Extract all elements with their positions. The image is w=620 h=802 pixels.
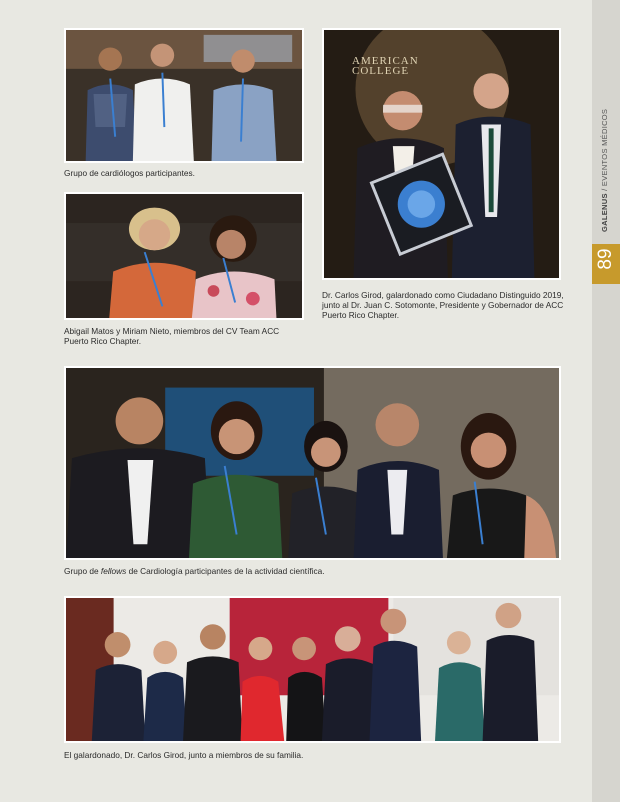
photo-award-caption: Dr. Carlos Girod, galardonado como Ciudadano Distinguido 2019, junto al Dr. Juan C. Sotomonte, Presidente y Gobernador de ACC Puerto Rico Chapter.: [322, 290, 564, 320]
photo-cv-team-caption: Abigail Matos y Miriam Nieto, miembros del CV Team ACC Puerto Rico Chapter.: [64, 326, 280, 346]
sidebar-separator: /: [600, 186, 609, 194]
sidebar-section-label: [600, 12, 609, 232]
photo-fellows-caption-pre: Grupo de: [64, 566, 101, 576]
photo-cardiologists-caption: Grupo de cardiólogos participantes.: [64, 168, 195, 178]
sidebar-brand: GALENUS: [600, 193, 609, 232]
photo-cardiologists-group: [64, 28, 304, 163]
photo-fellows-caption-post: de Cardiología participantes de la actividad científica.: [126, 566, 325, 576]
photo-fellows-group: [64, 366, 561, 560]
page-number: 89: [595, 248, 616, 270]
photo-family-caption: El galardonado, Dr. Carlos Girod, junto a miembros de su familia.: [64, 750, 304, 760]
photo-award-backdrop-text: AMERICAN COLLEGE: [352, 55, 419, 77]
photo-fellows-caption: [64, 566, 561, 576]
sidebar-section: EVENTOS MÉDICOS: [600, 108, 609, 187]
photo-cv-team-members: [64, 192, 304, 320]
photo-family-group: [64, 596, 561, 743]
photo-fellows-caption-em: fellows: [100, 566, 127, 576]
